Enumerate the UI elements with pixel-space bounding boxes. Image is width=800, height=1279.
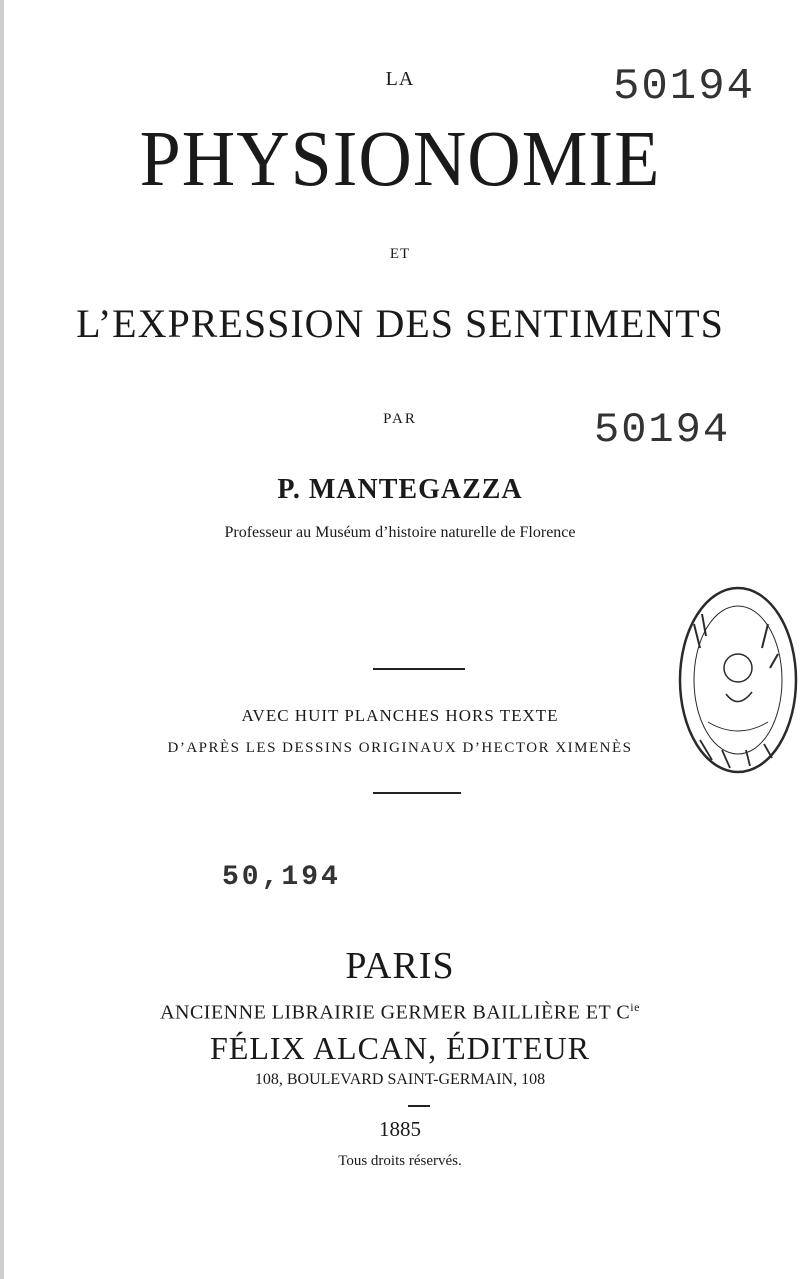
- rights-notice: Tous droits réservés.: [338, 1153, 462, 1169]
- shelfmark-handwritten: 50,194: [222, 862, 341, 893]
- divider-bottom: [373, 792, 461, 794]
- divider-top: [373, 668, 465, 670]
- library-stamp-seal: [646, 584, 798, 776]
- publishing-house-superscript: ie: [630, 1000, 640, 1014]
- title-conjunction: ET: [389, 246, 411, 262]
- plates-line-2: D’APRÈS LES DESSINS ORIGINAUX D’HECTOR XIMENÈS: [167, 740, 633, 756]
- subtitle: L’EXPRESSION DES SENTIMENTS: [76, 301, 724, 346]
- publisher-address: 108, BOULEVARD SAINT-GERMAIN, 108: [254, 1071, 546, 1088]
- publishing-house-name: ANCIENNE LIBRAIRIE GERMER BAILLIÈRE ET C: [160, 1001, 631, 1024]
- author-position: Professeur au Muséum d’histoire naturelle de Florence: [224, 524, 576, 541]
- publication-city: PARIS: [345, 945, 455, 987]
- shelfmark-stamp-top: 50194: [613, 62, 756, 112]
- publisher-name: FÉLIX ALCAN, ÉDITEUR: [210, 1030, 590, 1066]
- publication-year: 1885: [379, 1117, 421, 1141]
- main-title: PHYSIONOMIE: [139, 114, 661, 204]
- shelfmark-stamp-middle: 50194: [594, 406, 731, 454]
- publishing-house: [0, 1000, 800, 1025]
- title-article: LA: [385, 68, 415, 90]
- byline-par: PAR: [383, 411, 417, 427]
- author-name: P. MANTEGAZZA: [277, 474, 523, 505]
- plates-line-1: AVEC HUIT PLANCHES HORS TEXTE: [241, 706, 559, 725]
- divider-year: [408, 1105, 430, 1107]
